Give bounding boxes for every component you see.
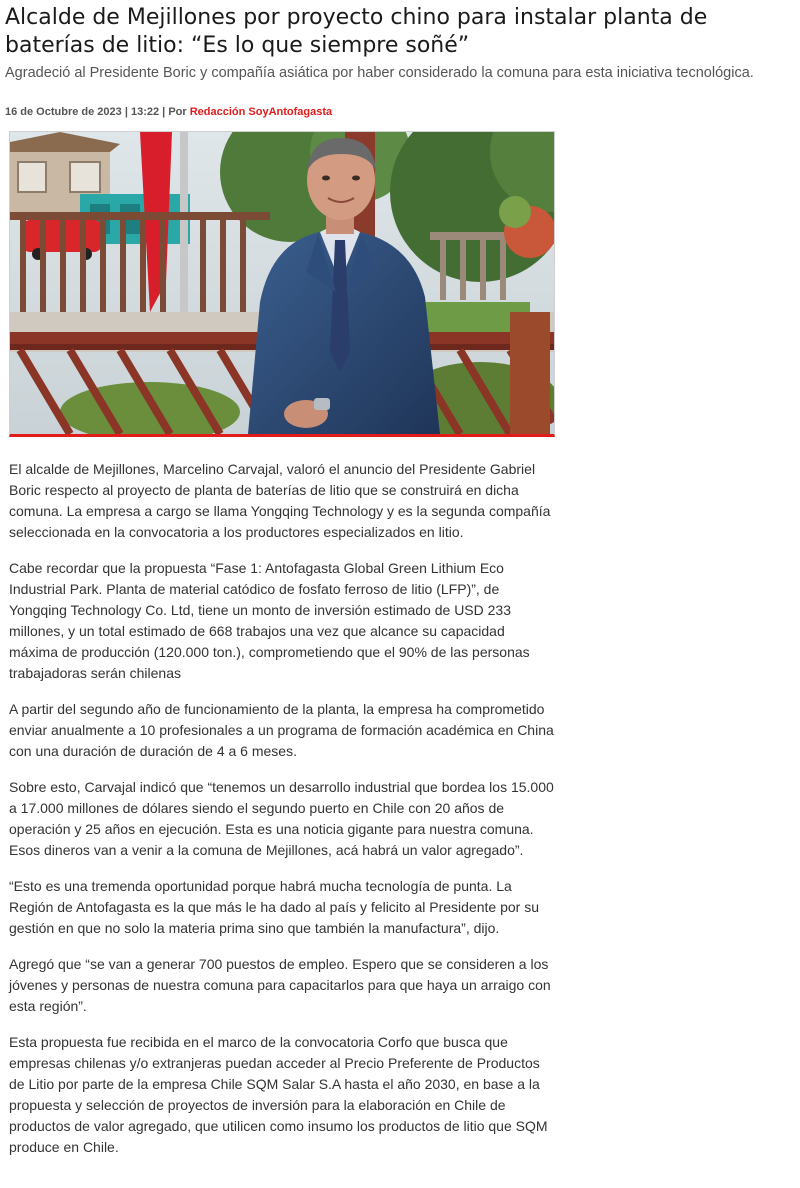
- paragraph-5: “Esto es una tremenda oportunidad porque habrá mucha tecnología de punta. La Región de Antofagasta es la que más le ha dado al país y felicito al Presidente por su gestión en que no solo la materia prima sino que también la manufactura”, dijo.: [9, 878, 540, 936]
- paragraph-1: El alcalde de Mejillones, Marcelino Carvajal, valoró el anuncio del Presidente Gabriel Boric respecto al proyecto de planta de baterías de litio que se construirá en dicha comuna. La empresa a cargo se llama Yongqing Technology y es la segunda compañía seleccionada en la convocatoria a los productores especializados en litio.: [9, 461, 551, 540]
- paragraph-3: A partir del segundo año de funcionamiento de la planta, la empresa ha comprometido enviar anualmente a 10 profesionales a un programa de formación académica en China con una duración de duración de 4 a 6 meses.: [9, 701, 554, 759]
- article-date: 16 de Octubre de 2023: [5, 106, 122, 118]
- article-by: Por: [168, 106, 187, 118]
- article-body: [9, 459, 557, 1173]
- paragraph-6: Agregó que “se van a generar 700 puestos de empleo. Espero que se consideren a los jóvenes y personas de nuestra comuna para capacitarlos para que haya un arraigo con esta región”.: [9, 956, 551, 1014]
- article-subtitle: Agradeció al Presidente Boric y compañía asiática por haber considerado la comuna para esta iniciativa tecnológica.: [5, 65, 754, 81]
- article-meta: 16 de Octubre de 2023 | 13:22 | Por Redacción SoyAntofagasta: [5, 106, 333, 118]
- paragraph-7: Esta propuesta fue recibida en el marco de la convocatoria Corfo que busca que empresas chilenas y/o extranjeras puedan acceder al Precio Preferente de Productos de Litio por parte de la empresa Chile SQM Salar S.A hasta el año 2030, en base a la propuesta y selección de proyectos de inversión para la elaboración en Chile de productos de valor agregado, que utilicen como insumo los productos de litio que SQM produce en Chile.: [9, 1034, 548, 1155]
- paragraph-4: Sobre esto, Carvajal indicó que “tenemos un desarrollo industrial que bordea los 15.000 a 17.000 millones de dólares siendo el segundo puerto en Chile con 20 años de operación y 25 años en ejecución. Esta es una noticia gigante para nuestra comuna. Esos dineros van a venir a la comuna de Mejillones, acá habrá un valor agregado”.: [9, 779, 554, 858]
- article-photo: [9, 131, 555, 437]
- photo-illustration: [10, 132, 554, 434]
- article-title: Alcalde de Mejillones por proyecto chino para instalar planta de baterías de litio: “Es lo que siempre soñé”: [5, 5, 708, 58]
- article-time: 13:22: [130, 106, 160, 118]
- paragraph-2: Cabe recordar que la propuesta “Fase 1: Antofagasta Global Green Lithium Eco Industrial Park. Planta de material catódico de fosfato ferroso de litio (LFP)”, de Yongqing Technology Co. Ltd, tiene un monto de inversión estimado de USD 233 millones, y un total estimado de 668 trabajos una vez que alcance su capacidad máxima de producción (120.000 ton.), comprometiendo que el 90% de las personas trabajadoras serán chilenas: [9, 560, 530, 681]
- author-link[interactable]: Redacción SoyAntofagasta: [189, 106, 333, 118]
